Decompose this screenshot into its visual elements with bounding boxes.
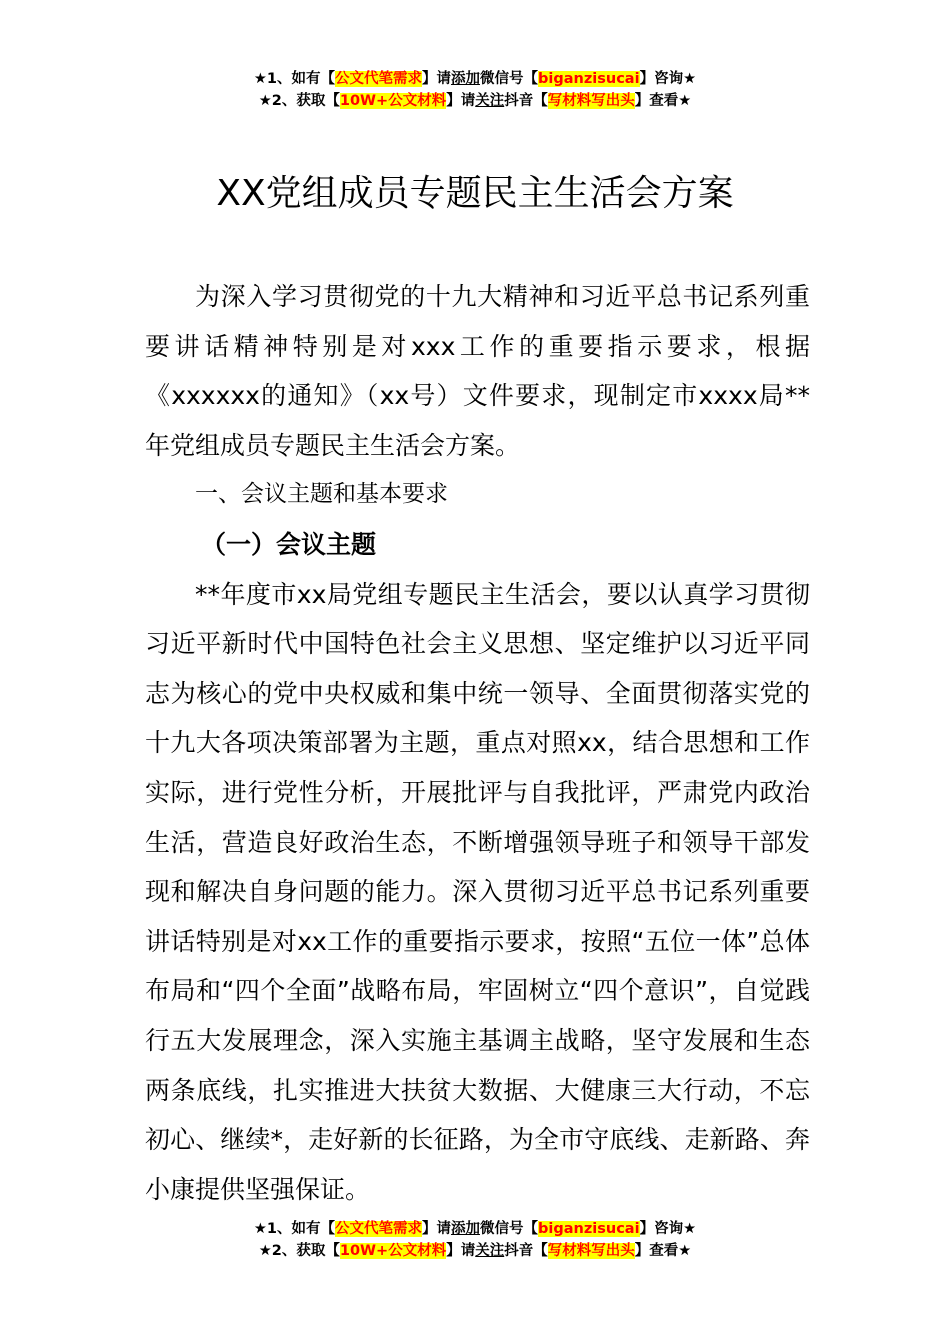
banner-line-1	[0, 1218, 950, 1240]
banner-douyin-name: 写材料写出头	[547, 1243, 635, 1259]
banner-text: 】请	[422, 1221, 452, 1237]
document-body	[145, 272, 810, 1214]
banner-underlined-text: 添加	[451, 71, 481, 87]
bottom-banner	[0, 1218, 950, 1262]
banner-highlight: 10W+公文材料	[339, 93, 447, 109]
banner-text: 抖音【	[504, 1243, 548, 1259]
banner-text: 】咨询★	[639, 71, 697, 87]
banner-highlight: 公文代笔需求	[335, 1221, 423, 1237]
banner-wechat-id: biganzisucai	[538, 1221, 640, 1237]
banner-highlight: 10W+公文材料	[339, 1243, 447, 1259]
banner-text: 】查看★	[634, 1243, 692, 1259]
banner-text: ★2、获取【	[258, 1243, 340, 1259]
banner-text: 】查看★	[634, 93, 692, 109]
banner-text: 】请	[446, 93, 476, 109]
subsection-paragraph: **年度市xx局党组专题民主生活会，要以认真学习贯彻习近平新时代中国特色社会主义思想、坚定维护以习近平同志为核心的党中央权威和集中统一领导、全面贯彻落实党的十九大各项决策部署为主题，重点对照xx，结合思想和工作实际，进行党性分析，开展批评与自我批评，严肃党内政治生活，营造良好政治生态，不断增强领导班子和领导干部发现和解决自身问题的能力。深入贯彻习近平总书记系列重要讲话特别是对xx工作的重要指示要求，按照“五位一体”总体布局和“四个全面”战略布局，牢固树立“四个意识”，自觉践行五大发展理念，深入实施主基调主战略，坚守发展和生态两条底线，扎实推进大扶贫大数据、大健康三大行动，不忘初心、继续*，走好新的长征路，为全市守底线、走新路、奔小康提供坚强保证。	[145, 579, 810, 1204]
banner-line-1	[0, 68, 950, 90]
banner-douyin-name: 写材料写出头	[547, 93, 635, 109]
banner-text: 】请	[446, 1243, 476, 1259]
section-heading: 一、会议主题和基本要求	[195, 481, 448, 508]
banner-underlined-text: 关注	[475, 93, 505, 109]
banner-text: 】咨询★	[639, 1221, 697, 1237]
banner-text: 微信号【	[480, 1221, 539, 1237]
subsection-heading: （一）会议主题	[201, 529, 377, 559]
banner-wechat-id: biganzisucai	[538, 71, 640, 87]
banner-text: ★1、如有【	[253, 71, 336, 87]
document-title: XX党组成员专题民主生活会方案	[216, 173, 734, 214]
banner-text: ★2、获取【	[258, 93, 340, 109]
top-banner	[0, 68, 950, 112]
intro-paragraph: 为深入学习贯彻党的十九大精神和习近平总书记系列重要讲话精神特别是对xxx工作的重要指示要求，根据《xxxxxx的通知》（xx号）文件要求，现制定市xxxx局**年党组成员专题民主生活会方案。	[145, 282, 810, 460]
banner-text: 微信号【	[480, 71, 539, 87]
banner-highlight: 公文代笔需求	[335, 71, 423, 87]
banner-text: 】请	[422, 71, 452, 87]
banner-underlined-text: 关注	[475, 1243, 505, 1259]
banner-line-2	[0, 90, 950, 112]
banner-line-2	[0, 1240, 950, 1262]
banner-text: ★1、如有【	[253, 1221, 336, 1237]
banner-underlined-text: 添加	[451, 1221, 481, 1237]
banner-text: 抖音【	[504, 93, 548, 109]
